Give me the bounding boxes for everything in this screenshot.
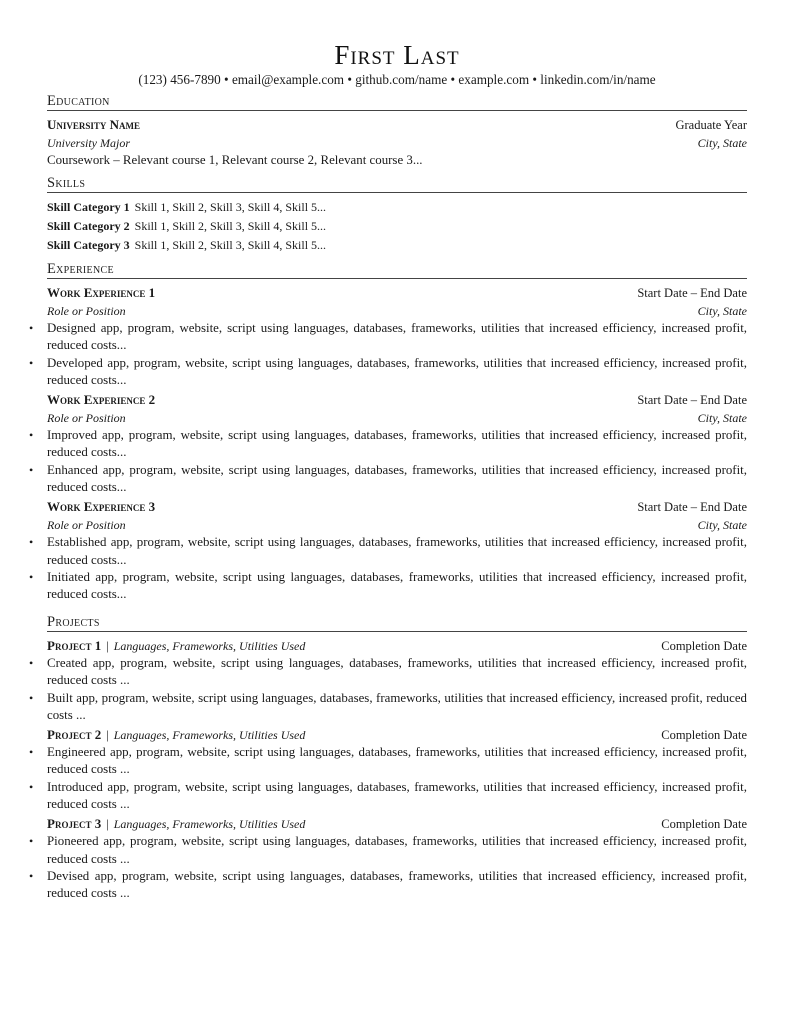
bullet-icon: • — [29, 321, 34, 335]
separator: | — [106, 639, 109, 653]
project-date: Completion Date — [661, 817, 747, 832]
experience-sub-row — [47, 409, 747, 427]
bullet-list — [29, 744, 747, 813]
bullet-text: Pioneered app, program, website, script using languages, databases, frameworks, utilities that increased efficiency, increased profit, reduced costs ... — [47, 834, 747, 866]
bullet-text: Developed app, program, website, script using languages, databases, frameworks, utilities that increased efficiency, increased profit, reduced costs... — [47, 355, 747, 387]
experience-sub-row — [47, 302, 747, 320]
experience-header-row — [47, 284, 747, 302]
bullet-item — [29, 320, 747, 355]
job-dates: Start Date – End Date — [637, 500, 747, 515]
bullet-text: Engineered app, program, website, script using languages, databases, frameworks, utilities that increased efficiency, increased profit, reduced costs ... — [47, 745, 747, 777]
bullet-icon: • — [29, 656, 34, 670]
skill-category: Skill Category 1 — [47, 200, 130, 214]
experience-sub-row — [47, 516, 747, 534]
job-location: City, State — [697, 518, 747, 533]
section-title-projects: Projects — [47, 614, 747, 632]
bullet-icon: • — [29, 569, 34, 584]
bullet-icon: • — [29, 428, 34, 443]
bullet-list — [29, 534, 747, 603]
job-name: Work Experience 3 — [47, 499, 156, 515]
project-entry — [29, 815, 747, 902]
skill-row — [47, 217, 747, 236]
project-tech: Languages, Frameworks, Utilities Used — [113, 817, 306, 832]
bullet-item — [29, 868, 747, 903]
job-role: Role or Position — [47, 304, 126, 318]
job-dates: Start Date – End Date — [637, 393, 747, 408]
bullet-icon: • — [29, 690, 34, 705]
experience-header-row — [47, 391, 747, 409]
bullet-icon: • — [29, 834, 34, 849]
bullet-item — [29, 355, 747, 390]
bullet-icon: • — [29, 745, 34, 760]
experience-entry — [29, 498, 747, 603]
candidate-name: First Last — [334, 40, 460, 70]
skill-list: Skill 1, Skill 2, Skill 3, Skill 4, Skill 5... — [134, 238, 327, 252]
job-role: Role or Position — [47, 518, 126, 533]
bullet-text: Established app, program, website, script using languages, databases, frameworks, utilities that increased efficiency, increased profit, reduced costs... — [47, 535, 747, 567]
job-dates: Start Date – End Date — [637, 286, 747, 300]
separator: | — [106, 728, 109, 743]
bullet-item — [29, 779, 747, 814]
job-location: City, State — [697, 304, 747, 318]
bullet-text: Created app, program, website, script using languages, databases, frameworks, utilities that increased efficiency, increased profit, reduced costs ... — [47, 656, 747, 688]
section-title-experience: Experience — [47, 261, 747, 279]
project-name: Project 1 — [47, 638, 102, 653]
section-title-skills: Skills — [47, 175, 747, 193]
project-tech: Languages, Frameworks, Utilities Used — [113, 728, 306, 743]
skill-category: Skill Category 2 — [47, 219, 130, 233]
project-entry — [29, 726, 747, 813]
bullet-item — [29, 744, 747, 779]
school-name: University Name — [47, 117, 141, 132]
projects-section — [29, 614, 747, 905]
bullet-text: Introduced app, program, website, script using languages, databases, frameworks, utilities that increased efficiency, increased profit, reduced costs ... — [47, 779, 747, 812]
contact-line: (123) 456-7890 • email@example.com • github.com/name • example.com • linkedin.com/in/name — [138, 72, 656, 87]
skill-row — [47, 236, 747, 255]
graduation-year: Graduate Year — [675, 118, 747, 132]
skill-row — [47, 198, 747, 217]
bullet-item — [29, 569, 747, 604]
bullet-list — [29, 427, 747, 496]
job-name: Work Experience 1 — [47, 285, 156, 300]
project-date: Completion Date — [661, 639, 747, 653]
experience-entry — [29, 284, 747, 389]
bullet-item — [29, 833, 747, 868]
separator: | — [106, 817, 109, 832]
experience-header-row — [47, 498, 747, 516]
bullet-text: Enhanced app, program, website, script using languages, databases, frameworks, utilities that increased efficiency, increased profit, reduced costs... — [47, 462, 747, 495]
experience-entry — [29, 391, 747, 496]
bullet-list — [29, 320, 747, 389]
project-name: Project 3 — [47, 816, 102, 832]
skill-category: Skill Category 3 — [47, 238, 130, 252]
education-location: City, State — [697, 136, 747, 150]
bullet-item — [29, 655, 747, 690]
bullet-text: Initiated app, program, website, script using languages, databases, frameworks, utilities that increased efficiency, increased profit, reduced costs... — [47, 569, 747, 602]
coursework: Coursework – Relevant course 1, Relevant course 2, Relevant course 3... — [47, 153, 423, 167]
bullet-icon: • — [29, 535, 34, 550]
bullet-text: Improved app, program, website, script using languages, databases, frameworks, utilities that increased efficiency, increased profit, reduced costs... — [47, 428, 747, 460]
bullet-text: Devised app, program, website, script using languages, databases, frameworks, utilities that increased efficiency, increased profit, reduced costs ... — [47, 868, 747, 901]
job-role: Role or Position — [47, 411, 126, 426]
job-location: City, State — [697, 411, 747, 426]
project-date: Completion Date — [661, 728, 747, 743]
section-title-education: Education — [47, 93, 747, 111]
project-entry — [29, 637, 747, 724]
skill-list: Skill 1, Skill 2, Skill 3, Skill 4, Skill 5... — [134, 219, 327, 233]
bullet-item — [29, 427, 747, 462]
education-header-row — [47, 116, 747, 134]
education-sub-row — [47, 134, 747, 152]
bullet-item — [29, 690, 747, 725]
bullet-text: Designed app, program, website, script using languages, databases, frameworks, utilities that increased efficiency, increased profit, reduced costs... — [47, 321, 747, 353]
bullet-icon: • — [29, 779, 34, 794]
job-name: Work Experience 2 — [47, 392, 156, 408]
project-name: Project 2 — [47, 727, 102, 743]
bullet-text: Built app, program, website, script using languages, databases, frameworks, utilities that increased efficiency, increased profit, reduced costs ... — [47, 690, 747, 722]
project-header-row — [47, 637, 747, 655]
bullet-item — [29, 462, 747, 497]
skills-section — [47, 175, 747, 255]
bullet-list — [29, 655, 747, 724]
bullet-item — [29, 534, 747, 569]
project-header-row — [47, 815, 747, 833]
bullet-icon: • — [29, 868, 34, 883]
skill-list: Skill 1, Skill 2, Skill 3, Skill 4, Skill 5... — [134, 200, 327, 214]
experience-section — [29, 261, 747, 606]
bullet-icon: • — [29, 462, 34, 477]
education-section — [47, 93, 747, 169]
bullet-icon: • — [29, 355, 34, 370]
major: University Major — [47, 136, 130, 150]
project-tech: Languages, Frameworks, Utilities Used — [113, 639, 306, 653]
project-header-row — [47, 726, 747, 744]
bullet-list — [29, 833, 747, 902]
